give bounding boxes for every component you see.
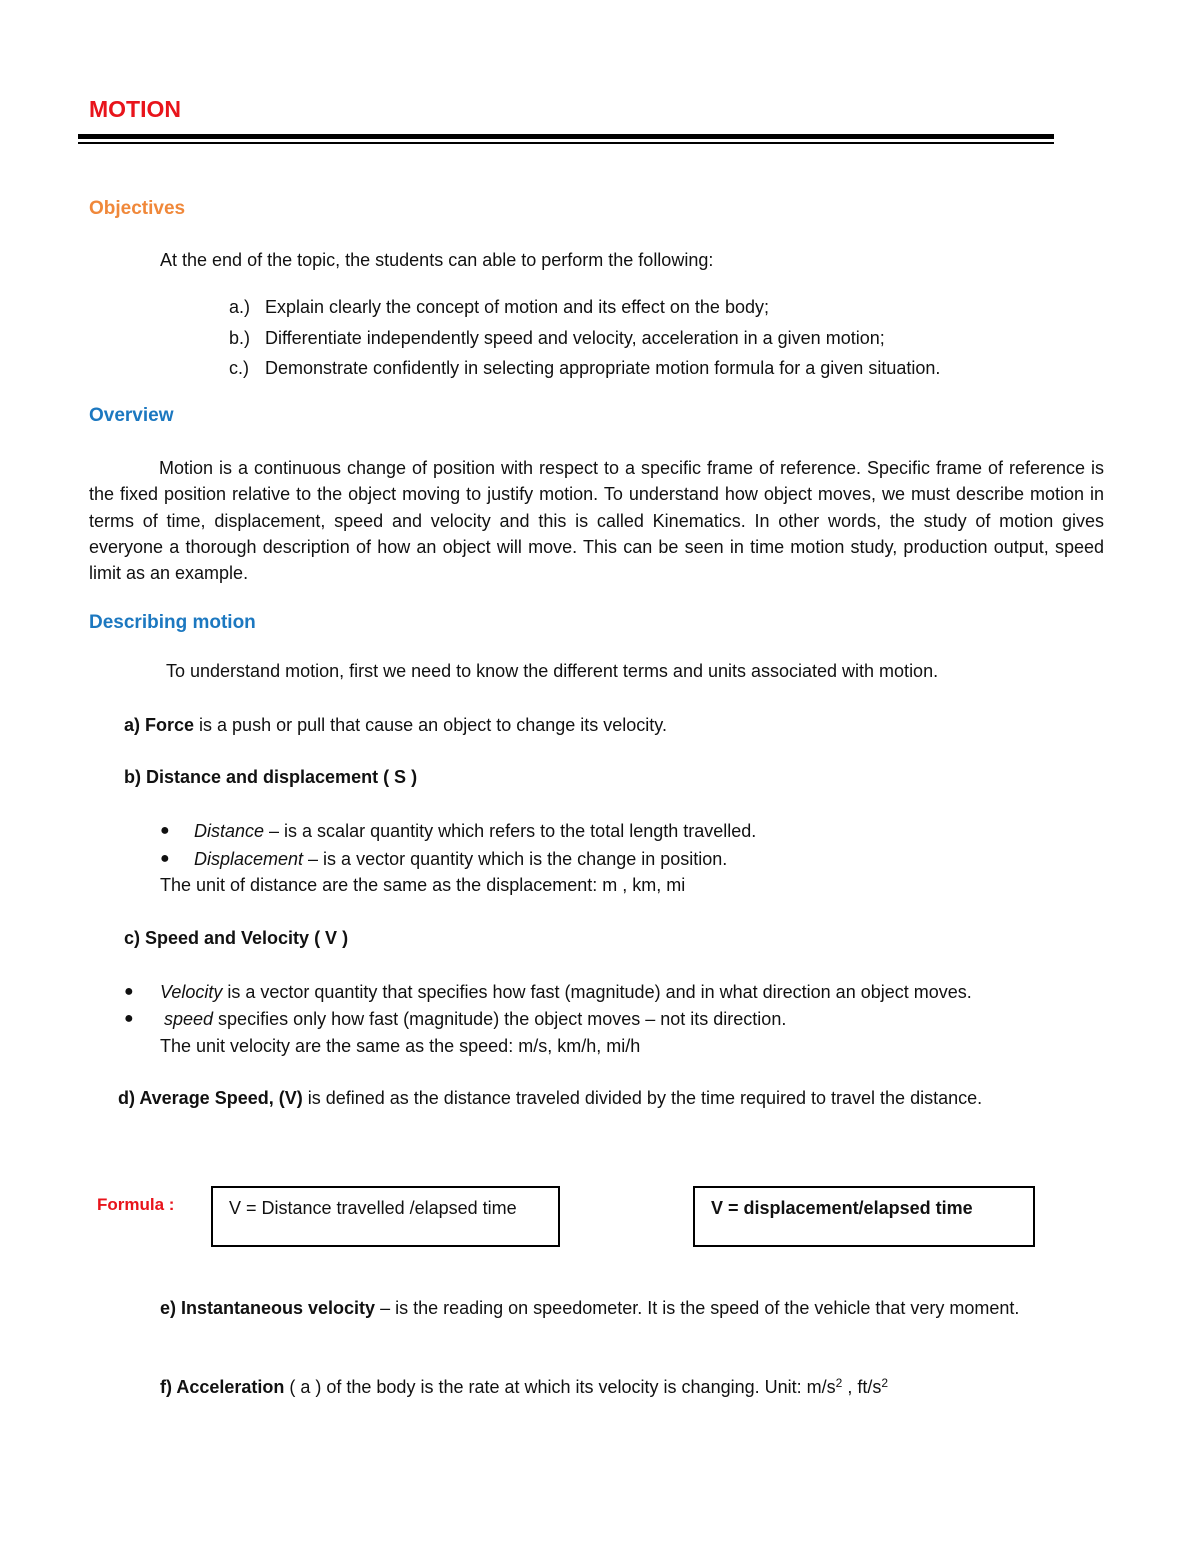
objective-marker-a: a.) (229, 297, 251, 317)
instantaneous-velocity-definition (160, 1298, 1019, 1319)
speed-velocity-heading: c) Speed and Velocity ( V ) (124, 928, 349, 948)
distance-term: Distance (194, 821, 265, 841)
force-definition (124, 715, 667, 736)
objective-marker-c: c.) (229, 358, 249, 378)
distance-unit-note: The unit of distance are the same as the displacement: m , km, mi (160, 875, 686, 895)
displacement-term: Displacement (194, 849, 304, 869)
acceleration-text: ( a ) of the body is the rate at which its velocity is changing. Unit: m/s (284, 1377, 836, 1397)
distance-heading: b) Distance and displacement ( S ) (124, 767, 418, 787)
force-text: is a push or pull that cause an object to change its velocity. (194, 715, 667, 735)
bullet-dot: ● (124, 1010, 134, 1027)
objective-text-c: Demonstrate confidently in selecting appropriate motion formula for a given situation. (265, 358, 941, 378)
formula-label: Formula : (97, 1195, 175, 1214)
velocity-term: Velocity (160, 982, 223, 1002)
distance-bullet (194, 821, 756, 842)
instantaneous-label: e) Instantaneous velocity (160, 1298, 376, 1318)
describing-motion-heading: Describing motion (89, 612, 256, 633)
overview-text: Motion is a continuous change of position with respect to a specific frame of reference. Specific frame of reference is the fixed position relative to the object moving to justify motion. To understand how object moves, we must describe motion in terms of time, displacement, speed and velocity and this is called Kinematics. In other words, the study of motion gives everyone a thorough description of how an object will move. This can be seen in time motion study, production output, speed limit as an example. (89, 458, 1104, 584)
title-divider-thin (78, 142, 1054, 144)
bullet-dot: ● (160, 850, 170, 867)
objective-marker-b: b.) (229, 328, 251, 348)
objectives-heading: Objectives (89, 198, 186, 219)
speed-bullet (164, 1009, 786, 1030)
overview-heading: Overview (89, 405, 174, 426)
speed-term: speed (164, 1009, 214, 1029)
describing-intro: To understand motion, first we need to know the different terms and units associated with motion. (166, 661, 939, 681)
formula-displacement-text: V = displacement/elapsed time (711, 1198, 973, 1218)
objectives-intro: At the end of the topic, the students can able to perform the following: (160, 250, 714, 270)
bullet-dot: ● (160, 822, 170, 839)
speed-unit-note: The unit velocity are the same as the speed: m/s, km/h, mi/h (160, 1036, 641, 1056)
average-speed-label: d) Average Speed, (V) (118, 1088, 303, 1108)
speed-text: specifies only how fast (magnitude) the object moves – not its direction. (213, 1009, 787, 1029)
objective-text-a: Explain clearly the concept of motion and its effect on the body; (265, 297, 769, 317)
title-divider-thick (78, 134, 1054, 139)
overview-paragraph (89, 455, 1104, 586)
formula-distance-text: V = Distance travelled /elapsed time (229, 1198, 517, 1218)
velocity-text: is a vector quantity that specifies how fast (magnitude) and in what direction an object moves. (222, 982, 972, 1002)
instantaneous-text: – is the reading on speedometer. It is the speed of the vehicle that very moment. (375, 1298, 1020, 1318)
force-label: a) Force (124, 715, 195, 735)
bullet-dot: ● (124, 983, 134, 1000)
acceleration-sep: , ft/s (842, 1377, 882, 1397)
objective-text-b: Differentiate independently speed and velocity, acceleration in a given motion; (265, 328, 885, 348)
displacement-bullet (194, 849, 727, 870)
acceleration-exponent: 2 (881, 1376, 889, 1390)
formula-box-distance (211, 1186, 560, 1247)
velocity-bullet (160, 982, 972, 1003)
acceleration-definition (160, 1376, 888, 1398)
average-speed-text: is defined as the distance traveled divided by the time required to travel the distance. (302, 1088, 983, 1108)
average-speed-definition (118, 1088, 982, 1109)
distance-text: – is a scalar quantity which refers to the total length travelled. (264, 821, 757, 841)
page-title: MOTION (89, 96, 181, 122)
acceleration-exponent: 2 (835, 1376, 843, 1390)
displacement-text: – is a vector quantity which is the change in position. (303, 849, 728, 869)
acceleration-label: f) Acceleration (160, 1377, 285, 1397)
formula-box-displacement (693, 1186, 1035, 1247)
